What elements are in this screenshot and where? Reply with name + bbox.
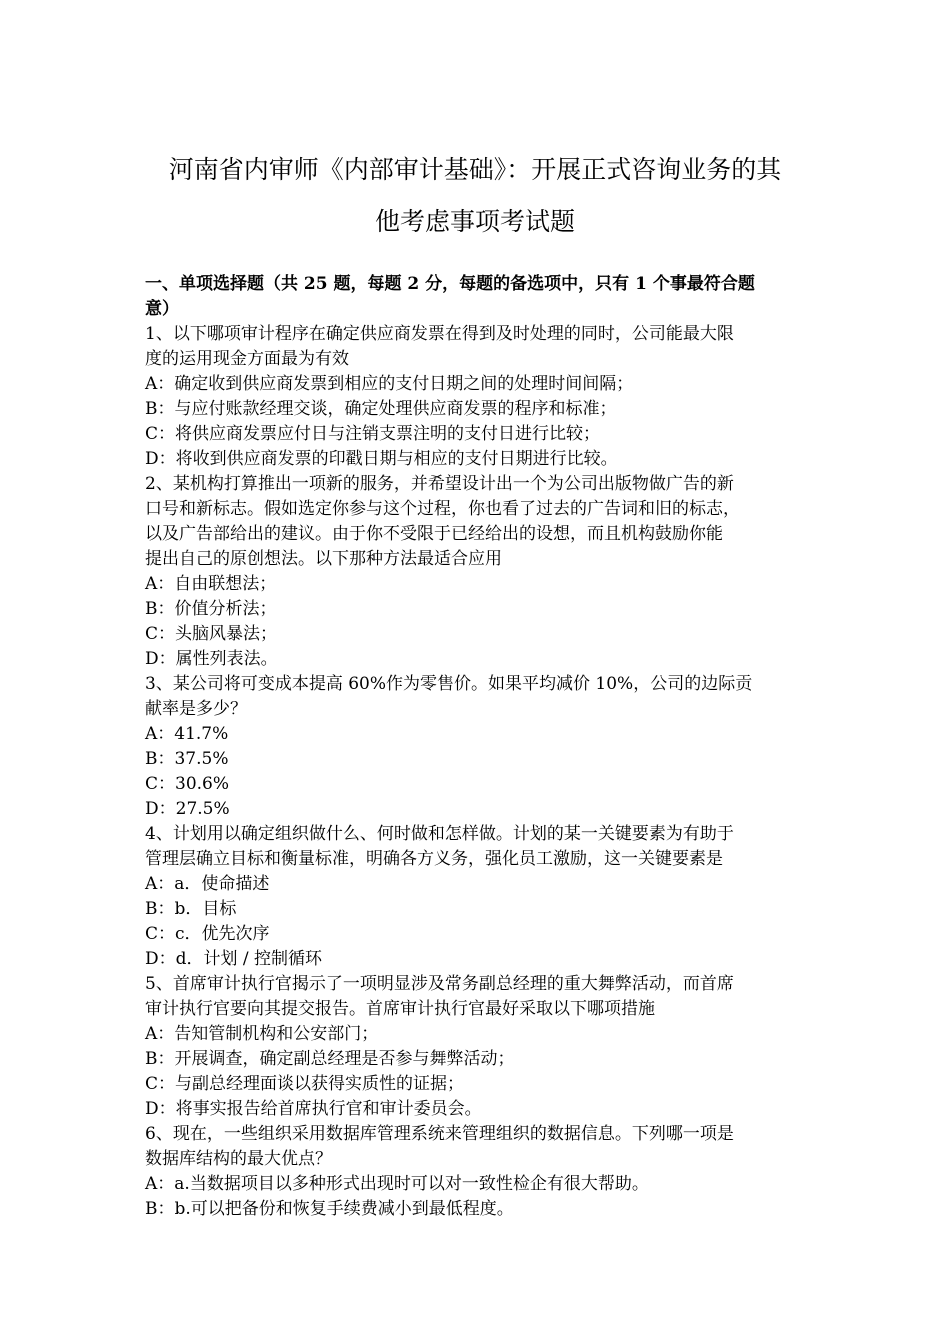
text-line: 度的运用现金方面最为有效 <box>145 349 349 369</box>
text-line: 2、某机构打算推出一项新的服务，并希望设计出一个为公司出版物做广告的新 <box>145 474 734 494</box>
text-line: C：c．优先次序 <box>145 924 270 944</box>
text-line: D：将收到供应商发票的印戳日期与相应的支付日期进行比较。 <box>145 449 618 469</box>
text-line: 献率是多少？ <box>145 699 247 719</box>
text-line: 口号和新标志。假如选定你参与这个过程，你也看了过去的广告词和旧的标志， <box>145 499 740 519</box>
document-body <box>145 272 810 1222</box>
text-line: D：将事实报告给首席执行官和审计委员会。 <box>145 1099 482 1119</box>
text-line: B：37.5% <box>145 749 229 769</box>
text-line: 管理层确立目标和衡量标准，明确各方义务，强化员工激励，这一关键要素是 <box>145 849 723 869</box>
section-header-line: 一、单项选择题（共 25 题，每题 2 分，每题的备选项中，只有 1 个事最符合题 <box>145 274 755 294</box>
text-line: 3、某公司将可变成本提高 60%作为零售价。如果平均减价 10%，公司的边际贡 <box>145 674 753 694</box>
text-line: B：b.可以把备份和恢复手续费减小到最低程度。 <box>145 1199 514 1219</box>
text-line: 6、现在，一些组织采用数据库管理系统来管理组织的数据信息。下列哪一项是 <box>145 1124 734 1144</box>
text-line: A：41.7% <box>145 724 229 744</box>
text-line: 4、计划用以确定组织做什么、何时做和怎样做。计划的某一关键要素为有助于 <box>145 824 734 844</box>
question-list <box>145 322 810 1222</box>
text-line: C：将供应商发票应付日与注销支票注明的支付日进行比较； <box>145 424 601 444</box>
text-line: 以及广告部给出的建议。由于你不受限于已经给出的设想，而且机构鼓励你能 <box>145 524 723 544</box>
text-line: D：属性列表法。 <box>145 649 278 669</box>
text-line: D：d．计划 / 控制循环 <box>145 949 323 969</box>
text-line: A：a．使命描述 <box>145 874 270 894</box>
text-line: C：与副总经理面谈以获得实质性的证据； <box>145 1074 465 1094</box>
text-line: B：开展调查，确定副总经理是否参与舞弊活动； <box>145 1049 515 1069</box>
title-line-1: 河南省内审师《内部审计基础》：开展正式咨询业务的其 <box>168 155 782 184</box>
text-line: C：30.6% <box>145 774 230 794</box>
text-line: A：确定收到供应商发票到相应的支付日期之间的处理时间间隔； <box>145 374 634 394</box>
text-line: 审计执行官要向其提交报告。首席审计执行官最好采取以下哪项措施 <box>145 999 655 1019</box>
text-line: B：b．目标 <box>145 899 237 919</box>
text-line: A：告知管制机构和公安部门； <box>145 1024 379 1044</box>
text-line: 1、以下哪项审计程序在确定供应商发票在得到及时处理的同时，公司能最大限 <box>145 324 734 344</box>
text-line: A：a.当数据项目以多种形式出现时可以对一致性检企有很大帮助。 <box>145 1174 649 1194</box>
document-title <box>120 144 830 248</box>
section-header <box>145 272 810 322</box>
text-line: 数据库结构的最大优点？ <box>145 1149 332 1169</box>
section-header-line: 意） <box>145 299 179 319</box>
text-line: D：27.5% <box>145 799 230 819</box>
title-line-2: 他考虑事项考试题 <box>374 207 575 236</box>
text-line: C：头脑风暴法； <box>145 624 278 644</box>
text-line: B：价值分析法； <box>145 599 277 619</box>
text-line: 提出自己的原创想法。以下那种方法最适合应用 <box>145 549 502 569</box>
text-line: A：自由联想法； <box>145 574 277 594</box>
text-line: 5、首席审计执行官揭示了一项明显涉及常务副总经理的重大舞弊活动，而首席 <box>145 974 734 994</box>
text-line: B：与应付账款经理交谈，确定处理供应商发票的程序和标准； <box>145 399 617 419</box>
